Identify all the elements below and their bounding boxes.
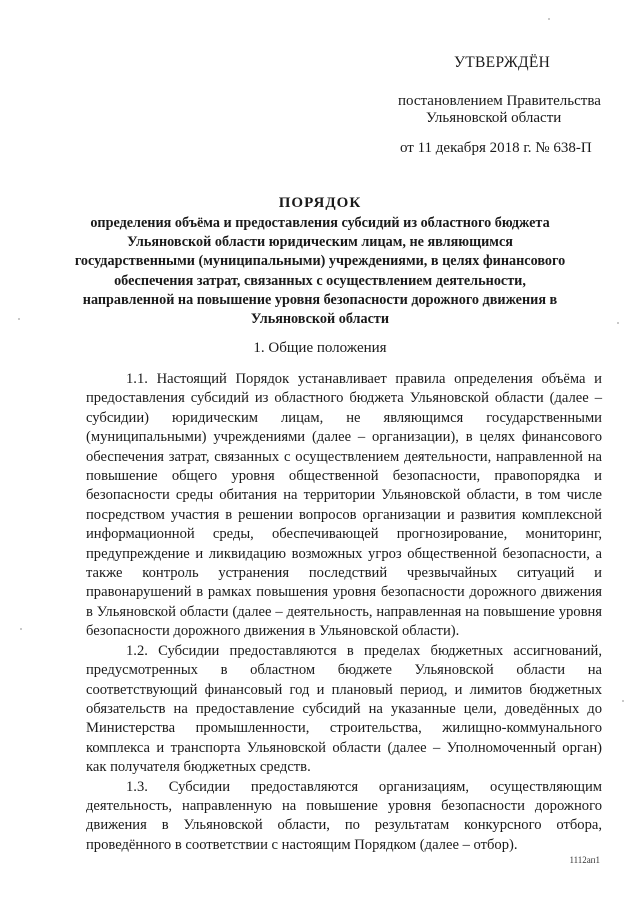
approved-stamp-word: УТВЕРЖДЁН — [454, 54, 551, 71]
scan-speck — [18, 318, 20, 320]
body-text — [86, 370, 602, 855]
approval-line-2: Ульяновской области — [426, 110, 562, 126]
scan-speck — [617, 322, 619, 324]
scan-speck — [548, 18, 550, 20]
section-heading: 1. Общие положения — [253, 340, 387, 356]
approval-line-1: постановлением Правительства — [398, 93, 601, 109]
paragraph-1-1: 1.1. Настоящий Порядок устанавливает правила определения объёма и предоставления субсидий из областного бюджета Ульяновской области (далее – субсидии) юридическим лицам, не являющимся государственными (муниципальными) учреждениями (далее – организации), в целях финансового обеспечения затрат, связанных с осуществлением деятельности, направленной на повышение общего уровня общественной безопасности, правопорядка и безопасности среды обитания на территории Ульяновской области, в том числе посредством участия в решении вопросов организации и развития комплексной информационной среды, обеспечивающей прогнозирование, мониторинг, предупреждение и ликвидацию возможных угроз общественной безопасности, а также контроль устранения последствий чрезвычайных ситуаций и правонарушений в рамках повышения уровня безопасности дорожного движения в Ульяновской области (далее – деятельность, направленная на повышение уровня безопасности дорожного движения в Ульяновской области). — [86, 371, 602, 640]
scan-speck — [622, 700, 624, 702]
page-code: 1112ап1 — [569, 855, 600, 865]
document-title: ПОРЯДОК — [278, 195, 362, 211]
scan-speck — [20, 628, 22, 630]
approval-date-number: от 11 декабря 2018 г. № 638-П — [400, 140, 592, 156]
title-block — [70, 193, 570, 329]
paragraph-1-2: 1.2. Субсидии предоставляются в пределах бюджетных ассигнований, предусмотренных в областном бюджете Ульяновской области на соответствующий финансовый год и плановый период, и лимитов бюджетных обязательств на предоставление субсидий на указанные цели, доведённых до Министерства промышленности, строительства, жилищно-коммунального комплекса и транспорта Ульяновской области (далее – Уполномоченный орган) как получателя бюджетных средств. — [86, 642, 602, 776]
paragraph-1-3: 1.3. Субсидии предоставляются организациям, осуществляющим деятельность, направленную на повышение уровня безопасности дорожного движения в Ульяновской области, по результатам конкурсного отбора, проведённого в соответствии с настоящим Порядком (далее – отбор). — [86, 778, 602, 853]
document-subtitle: определения объёма и предоставления субсидий из областного бюджета Ульяновской области юридическим лицам, не являющимся государственными (муниципальными) учреждениями, в целях финансового обеспечения затрат, связанных с осуществлением деятельности, направленной на повышение уровня безопасности дорожного движения в Ульяновской области — [74, 215, 566, 328]
